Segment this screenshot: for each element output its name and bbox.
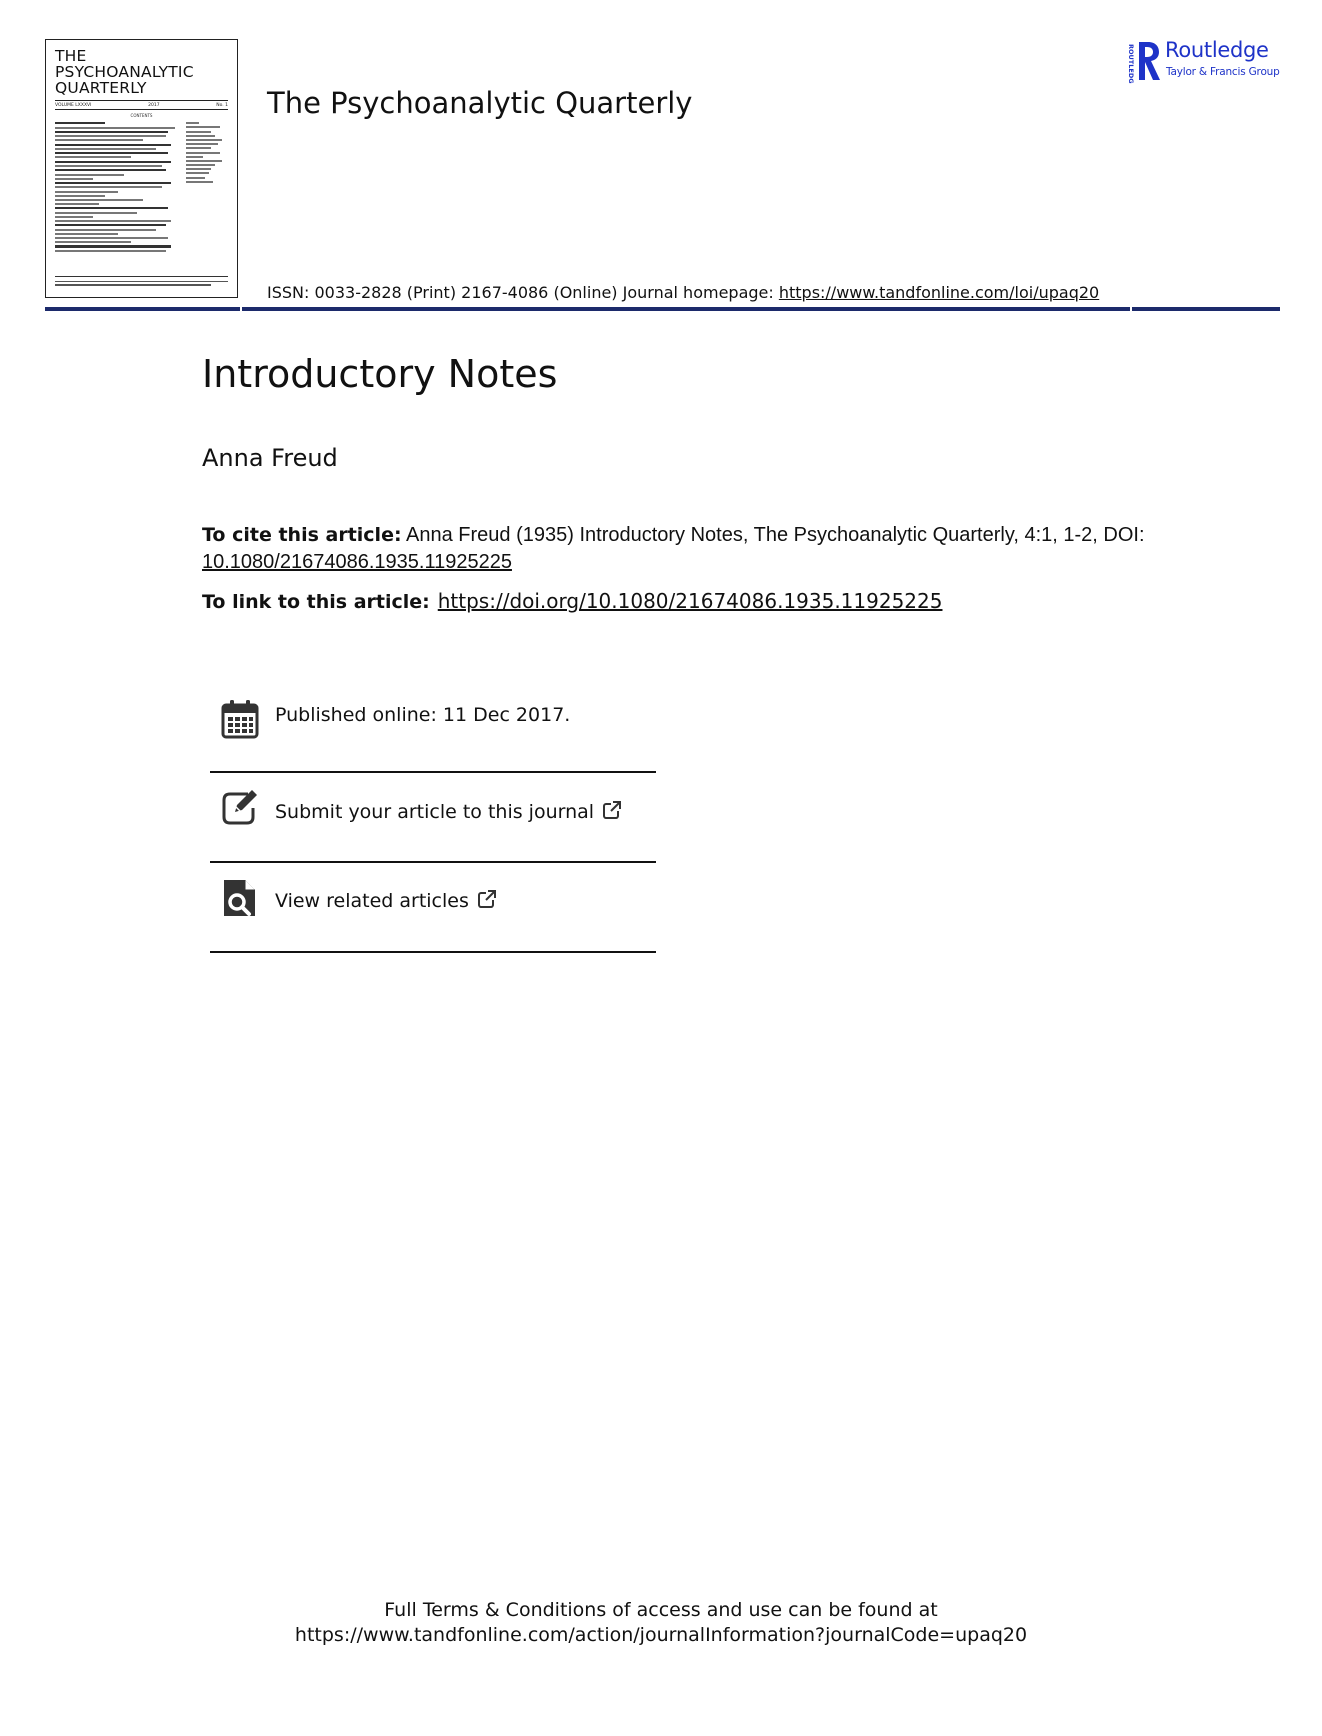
published-online-row <box>210 694 656 782</box>
header-rule-left <box>45 307 240 311</box>
routledge-logo[interactable] <box>1126 38 1296 84</box>
issn-line <box>267 283 1099 302</box>
document-search-icon <box>221 878 259 918</box>
cite-label: To cite this article: <box>202 524 402 546</box>
divider <box>210 951 656 953</box>
cover-title-line: THE <box>55 47 87 65</box>
cover-volume-bar <box>55 100 228 110</box>
article-doi-url-link[interactable]: https://doi.org/10.1080/21674086.1935.11925225 <box>437 589 943 613</box>
footer-terms-url[interactable]: https://www.tandfonline.com/action/journalInformation?journalCode=upaq20 <box>294 1624 1028 1646</box>
header-rule-right <box>1132 307 1280 311</box>
external-link-icon <box>602 800 622 820</box>
cover-volume: VOLUME LXXXVI <box>55 103 92 108</box>
publisher-subtitle: Taylor & Francis Group <box>1166 66 1280 78</box>
divider <box>210 771 656 773</box>
related-articles-link[interactable] <box>275 889 497 912</box>
cover-year: 2017 <box>148 103 160 108</box>
cover-title-line: PSYCHOANALYTIC <box>55 63 194 81</box>
terms-footer <box>0 1598 1322 1648</box>
routledge-logo-mark-icon <box>1126 38 1162 84</box>
calendar-icon <box>221 699 259 739</box>
article-title: Introductory Notes <box>202 352 558 396</box>
cover-title <box>55 48 228 96</box>
divider <box>210 861 656 863</box>
journal-cover-thumbnail <box>45 39 238 298</box>
related-articles-row[interactable] <box>210 870 656 958</box>
cite-text: Anna Freud (1935) Introductory Notes, The Psychoanalytic Quarterly, 4:1, 1-2, DOI: <box>401 524 1145 546</box>
cover-footer-lines <box>55 276 228 287</box>
header-rule-middle <box>242 307 1130 311</box>
cover-contents-lines <box>55 120 228 254</box>
published-online-text: Published online: 11 Dec 2017. <box>275 704 571 726</box>
external-link-icon <box>477 889 497 909</box>
related-articles-text: View related articles <box>275 890 469 912</box>
cover-number: No. 1 <box>216 103 228 108</box>
cover-title-line: QUARTERLY <box>55 79 147 97</box>
issn-text: ISSN: 0033-2828 (Print) 2167-4086 (Online) Journal homepage: <box>267 283 779 302</box>
article-link-line <box>202 589 942 613</box>
citation-block <box>202 522 1162 576</box>
cover-contents-label: CONTENTS <box>130 113 153 118</box>
journal-title: The Psychoanalytic Quarterly <box>267 86 693 120</box>
doi-link[interactable]: 10.1080/21674086.1935.11925225 <box>202 551 512 573</box>
publisher-name: Routledge <box>1165 38 1269 62</box>
footer-line-1: Full Terms & Conditions of access and use can be found at <box>384 1599 938 1621</box>
edit-icon <box>221 786 259 826</box>
submit-article-text: Submit your article to this journal <box>275 801 595 823</box>
submit-article-row[interactable] <box>210 780 656 868</box>
journal-homepage-link[interactable]: https://www.tandfonline.com/loi/upaq20 <box>778 283 1100 302</box>
submit-article-link[interactable] <box>275 800 622 823</box>
link-label: To link to this article: <box>202 591 430 613</box>
publisher-vertical-text: ROUTLEDGE <box>1127 44 1135 84</box>
article-author: Anna Freud <box>202 444 338 472</box>
